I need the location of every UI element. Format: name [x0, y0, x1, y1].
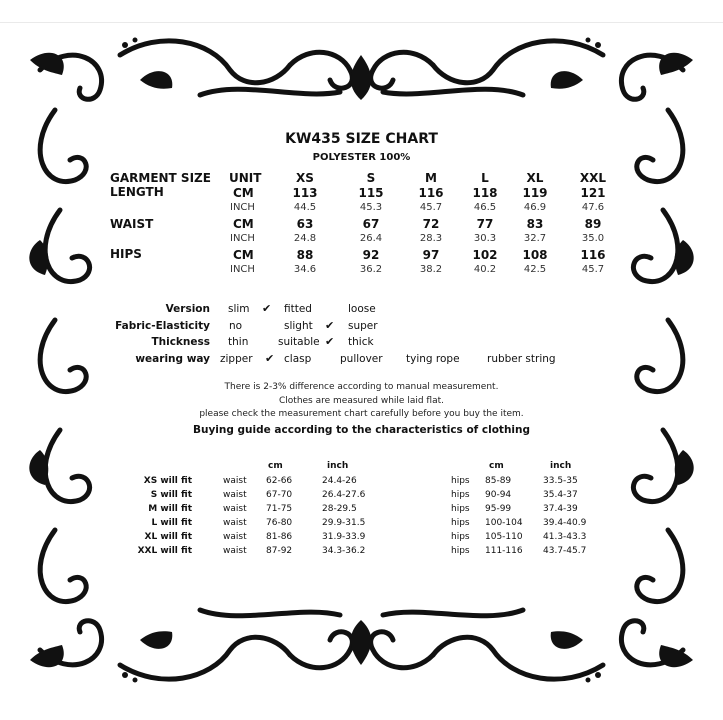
- fit-row-label: XXL will fit: [137, 546, 192, 556]
- fit-hips-inch: 33.5-35: [543, 476, 578, 486]
- unit-inch: INCH: [230, 264, 255, 275]
- fit-waist-inch: 34.3-36.2: [322, 546, 366, 556]
- fit-waist-inch: 29.9-31.5: [322, 518, 366, 528]
- size-header-xxl: XXL: [579, 171, 607, 185]
- fit-hips-cm: 105-110: [485, 532, 523, 542]
- fit-waist-word: waist: [223, 490, 247, 500]
- waist-inch-xxl: 35.0: [581, 233, 605, 244]
- hips-cm-xs: 88: [296, 248, 314, 262]
- fit-waist-cm: 71-75: [266, 504, 293, 514]
- waist-inch-xs: 24.8: [293, 233, 317, 244]
- fit-waist-word: waist: [223, 532, 247, 542]
- buying-guide-title: Buying guide according to the characteristics of clothing: [192, 424, 531, 436]
- fit-waist-word: waist: [223, 518, 247, 528]
- version-option-slim: slim: [228, 303, 250, 315]
- hips-inch-xs: 34.6: [293, 264, 317, 275]
- length-inch-xs: 44.5: [293, 202, 317, 213]
- fit-waist-word: waist: [223, 476, 247, 486]
- unit-cm: CM: [233, 248, 254, 262]
- note-line: There is 2-3% difference according to manual measurement.: [224, 382, 499, 392]
- unit-cm: CM: [233, 217, 254, 231]
- waist-inch-m: 28.3: [419, 233, 443, 244]
- waist-inch-s: 26.4: [359, 233, 383, 244]
- elasticity-option-super: super: [348, 320, 378, 332]
- version-option-loose: loose: [348, 303, 376, 315]
- size-header-m: M: [425, 171, 437, 185]
- waist-cm-xxl: 89: [584, 217, 602, 231]
- wearing-option-tying-rope: tying rope: [406, 353, 460, 365]
- size-header-l: L: [481, 171, 489, 185]
- fit-hips-word: hips: [451, 476, 470, 486]
- waist-cm-xs: 63: [296, 217, 314, 231]
- hips-cm-l: 102: [472, 248, 498, 262]
- thickness-option-thick: thick: [348, 336, 374, 348]
- fit-hips-inch: 35.4-37: [543, 490, 578, 500]
- wearing-option-pullover: pullover: [340, 353, 383, 365]
- hips-cm-xxl: 116: [580, 248, 606, 262]
- fit-row-label: M will fit: [148, 504, 192, 514]
- thickness-option-thin: thin: [228, 336, 249, 348]
- hips-cm-xl: 108: [522, 248, 548, 262]
- fit-waist-cm: 81-86: [266, 532, 293, 542]
- fit-row-label: XS will fit: [143, 476, 192, 486]
- fit-hips-inch: 37.4-39: [543, 504, 578, 514]
- checkmark-icon: ✔: [325, 319, 335, 332]
- unit-inch: INCH: [230, 202, 255, 213]
- fit-waist-cm-header: cm: [268, 461, 283, 471]
- length-cm-xl: 119: [522, 186, 548, 200]
- fit-hips-inch: 41.3-43.3: [543, 532, 587, 542]
- hips-inch-m: 38.2: [419, 264, 443, 275]
- elasticity-option-no: no: [229, 320, 243, 332]
- length-cm-l: 118: [472, 186, 498, 200]
- fit-hips-cm: 85-89: [485, 476, 512, 486]
- hips-inch-xxl: 45.7: [581, 264, 605, 275]
- fit-hips-inch: 39.4-40.9: [543, 518, 587, 528]
- length-inch-xxl: 47.6: [581, 202, 605, 213]
- fit-waist-inch: 31.9-33.9: [322, 532, 366, 542]
- fit-waist-cm: 62-66: [266, 476, 293, 486]
- waist-cm-xl: 83: [526, 217, 544, 231]
- fit-waist-cm: 87-92: [266, 546, 293, 556]
- fit-hips-word: hips: [451, 546, 470, 556]
- hips-cm-s: 92: [362, 248, 380, 262]
- fit-waist-word: waist: [223, 546, 247, 556]
- hips-inch-xl: 42.5: [523, 264, 547, 275]
- row-label-waist: WAIST: [110, 217, 154, 231]
- fit-hips-cm: 90-94: [485, 490, 512, 500]
- fit-hips-word: hips: [451, 518, 470, 528]
- fit-hips-word: hips: [451, 490, 470, 500]
- length-cm-s: 115: [358, 186, 384, 200]
- fit-waist-inch: 28-29.5: [322, 504, 357, 514]
- length-cm-m: 116: [418, 186, 444, 200]
- checkmark-icon: ✔: [265, 352, 275, 365]
- fit-hips-word: hips: [451, 532, 470, 542]
- fit-hips-cm: 95-99: [485, 504, 512, 514]
- length-inch-l: 46.5: [473, 202, 497, 213]
- length-inch-m: 45.7: [419, 202, 443, 213]
- wearing-option-zipper: zipper: [220, 353, 253, 365]
- hips-inch-l: 40.2: [473, 264, 497, 275]
- waist-inch-xl: 32.7: [523, 233, 547, 244]
- fit-waist-word: waist: [223, 504, 247, 514]
- waist-cm-s: 67: [362, 217, 380, 231]
- fit-hips-inch-header: inch: [550, 461, 572, 471]
- elasticity-label: Fabric-Elasticity: [115, 320, 210, 332]
- wearing-option-clasp: clasp: [284, 353, 312, 365]
- fit-hips-word: hips: [451, 504, 470, 514]
- elasticity-option-slight: slight: [284, 320, 313, 332]
- fit-hips-inch: 43.7-45.7: [543, 546, 587, 556]
- unit-inch: INCH: [230, 233, 255, 244]
- thickness-option-suitable: suitable: [278, 336, 320, 348]
- fit-row-label: S will fit: [150, 490, 192, 500]
- length-cm-xxl: 121: [580, 186, 606, 200]
- waist-cm-m: 72: [422, 217, 440, 231]
- note-line: please check the measurement chart carefully before you buy the item.: [199, 409, 524, 419]
- size-header-xl: XL: [526, 171, 544, 185]
- chart-subtitle: POLYESTER 100%: [312, 152, 411, 163]
- checkmark-icon: ✔: [262, 302, 272, 315]
- unit-cm: CM: [233, 186, 254, 200]
- fit-hips-cm: 100-104: [485, 518, 523, 528]
- wearing-option-rubber-string: rubber string: [487, 353, 556, 365]
- fit-hips-cm: 111-116: [485, 546, 523, 556]
- row-label-hips: HIPS: [110, 247, 142, 261]
- hips-cm-m: 97: [422, 248, 440, 262]
- fit-hips-cm-header: cm: [489, 461, 504, 471]
- row-label-length: LENGTH: [110, 185, 164, 199]
- size-header-xs: XS: [296, 171, 314, 185]
- fit-waist-cm: 76-80: [266, 518, 293, 528]
- fit-waist-inch: 26.4-27.6: [322, 490, 366, 500]
- note-line: Clothes are measured while laid flat.: [279, 396, 444, 406]
- unit-header: UNIT: [229, 171, 262, 185]
- length-inch-s: 45.3: [359, 202, 383, 213]
- wearing-way-label: wearing way: [135, 353, 210, 365]
- version-option-fitted: fitted: [284, 303, 312, 315]
- chart-title: KW435 SIZE CHART: [285, 131, 438, 147]
- waist-inch-l: 30.3: [473, 233, 497, 244]
- fit-waist-inch: 24.4-26: [322, 476, 357, 486]
- garment-size-header: GARMENT SIZE: [110, 171, 211, 185]
- length-inch-xl: 46.9: [523, 202, 547, 213]
- size-header-s: S: [366, 171, 376, 185]
- version-label: Version: [165, 303, 210, 315]
- fit-row-label: L will fit: [151, 518, 192, 528]
- fit-row-label: XL will fit: [144, 532, 192, 542]
- length-cm-xs: 113: [292, 186, 318, 200]
- thickness-label: Thickness: [151, 336, 210, 348]
- hips-inch-s: 36.2: [359, 264, 383, 275]
- fit-waist-cm: 67-70: [266, 490, 293, 500]
- waist-cm-l: 77: [476, 217, 494, 231]
- fit-waist-inch-header: inch: [327, 461, 349, 471]
- checkmark-icon: ✔: [325, 335, 335, 348]
